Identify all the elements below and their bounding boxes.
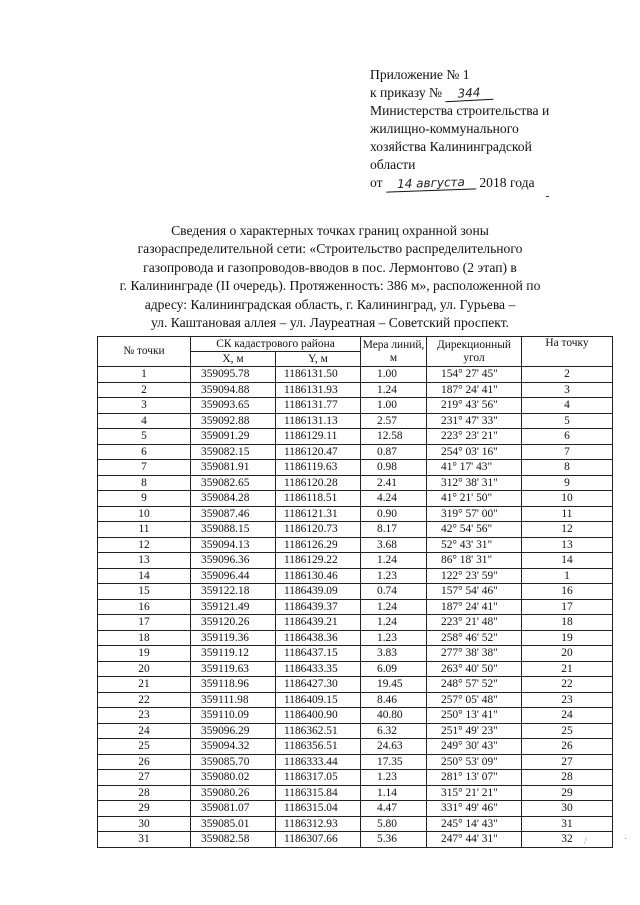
header-point-number: № точки	[98, 337, 191, 367]
cell-direction-angle: 251° 49' 23"	[427, 723, 522, 739]
cell-y: 1186129.11	[276, 429, 361, 445]
cell-point-number: 4	[98, 413, 191, 429]
table-row	[98, 460, 613, 476]
date-suffix: 2018 года	[479, 175, 535, 190]
cell-y: 1186439.37	[276, 599, 361, 615]
appendix-header	[370, 66, 620, 192]
cell-y: 1186437.15	[276, 646, 361, 662]
cell-point-number: 6	[98, 444, 191, 460]
cell-direction-angle: 315° 21' 21"	[427, 785, 522, 801]
cell-point-number: 26	[98, 754, 191, 770]
cell-x: 359122.18	[191, 584, 276, 600]
cell-to-point: 10	[522, 491, 613, 507]
cell-line-measure: 3.83	[361, 646, 427, 662]
cell-point-number: 5	[98, 429, 191, 445]
cell-x: 359082.15	[191, 444, 276, 460]
cell-to-point: 29	[522, 785, 613, 801]
cell-to-point: 11	[522, 506, 613, 522]
table-row	[98, 367, 613, 383]
cell-x: 359085.01	[191, 816, 276, 832]
cell-point-number: 28	[98, 785, 191, 801]
cell-x: 359110.09	[191, 708, 276, 724]
cell-line-measure: 8.46	[361, 692, 427, 708]
table-row	[98, 692, 613, 708]
table-row	[98, 522, 613, 538]
cell-x: 359096.44	[191, 568, 276, 584]
table-row	[98, 754, 613, 770]
cell-to-point: 27	[522, 754, 613, 770]
cell-to-point: 6	[522, 429, 613, 445]
cell-to-point: 16	[522, 584, 613, 600]
coordinates-table	[97, 336, 613, 848]
header-cadastral-system: СК кадастрового района	[191, 337, 361, 352]
cell-direction-angle: 86° 18' 31"	[427, 553, 522, 569]
cell-direction-angle: 319° 57' 00"	[427, 506, 522, 522]
cell-line-measure: 40.80	[361, 708, 427, 724]
table-row	[98, 785, 613, 801]
cell-y: 1186120.28	[276, 475, 361, 491]
cell-point-number: 29	[98, 801, 191, 817]
cell-point-number: 15	[98, 584, 191, 600]
table-row	[98, 584, 613, 600]
cell-to-point: 30	[522, 801, 613, 817]
cell-to-point: 9	[522, 475, 613, 491]
cell-to-point: 31	[522, 816, 613, 832]
cell-x: 359094.13	[191, 537, 276, 553]
title-line-6: ул. Каштановая аллея – ул. Лауреатная – Советский проспект.	[150, 315, 510, 331]
cell-direction-angle: 223° 23' 21"	[427, 429, 522, 445]
cell-y: 1186439.21	[276, 615, 361, 631]
ministry-line-3: хозяйства Калининградской	[370, 139, 532, 154]
cell-to-point: 7	[522, 444, 613, 460]
cell-to-point: 25	[522, 723, 613, 739]
cell-y: 1186307.66	[276, 832, 361, 848]
cell-point-number: 23	[98, 708, 191, 724]
cell-y: 1186312.93	[276, 816, 361, 832]
cell-y: 1186356.51	[276, 739, 361, 755]
cell-x: 359092.88	[191, 413, 276, 429]
cell-y: 1186131.13	[276, 413, 361, 429]
cell-line-measure: 4.24	[361, 491, 427, 507]
cell-to-point: 13	[522, 537, 613, 553]
cell-line-measure: 1.24	[361, 599, 427, 615]
cell-x: 359093.65	[191, 398, 276, 414]
cell-point-number: 18	[98, 630, 191, 646]
cell-direction-angle: 42° 54' 56"	[427, 522, 522, 538]
date-handwritten: 14 августа	[386, 174, 476, 192]
document-title	[70, 222, 590, 332]
cell-point-number: 12	[98, 537, 191, 553]
cell-to-point: 8	[522, 460, 613, 476]
cell-direction-angle: 248° 57' 52"	[427, 677, 522, 693]
cell-y: 1186427.30	[276, 677, 361, 693]
cell-line-measure: 19.45	[361, 677, 427, 693]
cell-line-measure: 24.63	[361, 739, 427, 755]
table-row	[98, 801, 613, 817]
cell-to-point: 32	[522, 832, 613, 848]
cell-x: 359081.91	[191, 460, 276, 476]
cell-point-number: 27	[98, 770, 191, 786]
cell-point-number: 17	[98, 615, 191, 631]
cell-direction-angle: 223° 21' 48"	[427, 615, 522, 631]
cell-to-point: 26	[522, 739, 613, 755]
cell-direction-angle: 52° 43' 31"	[427, 537, 522, 553]
cell-point-number: 19	[98, 646, 191, 662]
cell-y: 1186120.47	[276, 444, 361, 460]
cell-y: 1186120.73	[276, 522, 361, 538]
cell-y: 1186129.22	[276, 553, 361, 569]
cell-line-measure: 0.87	[361, 444, 427, 460]
cell-point-number: 11	[98, 522, 191, 538]
cell-y: 1186438.36	[276, 630, 361, 646]
cell-point-number: 10	[98, 506, 191, 522]
stray-mark-edge: ·	[624, 834, 628, 845]
ministry-line-4: области	[370, 157, 416, 172]
cell-point-number: 1	[98, 367, 191, 383]
date-prefix: от	[370, 175, 383, 190]
table-row	[98, 723, 613, 739]
ministry-line-1: Министерства строительства и	[370, 103, 550, 118]
cell-y: 1186121.31	[276, 506, 361, 522]
cell-line-measure: 0.90	[361, 506, 427, 522]
table-row	[98, 475, 613, 491]
cell-y: 1186131.50	[276, 367, 361, 383]
cell-line-measure: 1.23	[361, 770, 427, 786]
cell-to-point: 28	[522, 770, 613, 786]
cell-line-measure: 1.23	[361, 568, 427, 584]
order-date	[370, 174, 620, 192]
cell-point-number: 21	[98, 677, 191, 693]
table-row	[98, 568, 613, 584]
cell-x: 359120.26	[191, 615, 276, 631]
cell-point-number: 22	[98, 692, 191, 708]
cell-y: 1186131.77	[276, 398, 361, 414]
cell-direction-angle: 41° 21' 50"	[427, 491, 522, 507]
table-row	[98, 708, 613, 724]
cell-x: 359095.78	[191, 367, 276, 383]
cell-x: 359111.98	[191, 692, 276, 708]
cell-line-measure: 0.74	[361, 584, 427, 600]
cell-direction-angle: 122° 23' 59"	[427, 568, 522, 584]
title-line-2: газораспределительной сети: «Строительство распределительного	[137, 241, 523, 257]
cell-line-measure: 6.09	[361, 661, 427, 677]
cell-x: 359119.36	[191, 630, 276, 646]
stray-mark-bottom: /	[584, 836, 587, 847]
cell-direction-angle: 249° 30' 43"	[427, 739, 522, 755]
cell-direction-angle: 257° 05' 48"	[427, 692, 522, 708]
cell-direction-angle: 258° 46' 52"	[427, 630, 522, 646]
table-header	[98, 337, 613, 367]
title-line-1: Сведения о характерных точках границ охранной зоны	[171, 223, 489, 238]
cell-point-number: 2	[98, 382, 191, 398]
cell-line-measure: 6.32	[361, 723, 427, 739]
cell-y: 1186315.84	[276, 785, 361, 801]
cell-y: 1186433.35	[276, 661, 361, 677]
cell-to-point: 18	[522, 615, 613, 631]
cell-point-number: 20	[98, 661, 191, 677]
cell-line-measure: 1.24	[361, 382, 427, 398]
cell-line-measure: 4.47	[361, 801, 427, 817]
cell-line-measure: 1.00	[361, 367, 427, 383]
cell-y: 1186439.09	[276, 584, 361, 600]
title-line-3: газопровода и газопроводов-вводов в пос. Лермонтово (2 этап) в	[143, 259, 517, 275]
table-row	[98, 646, 613, 662]
cell-direction-angle: 254° 03' 16"	[427, 444, 522, 460]
cell-point-number: 7	[98, 460, 191, 476]
cell-direction-angle: 263° 40' 50"	[427, 661, 522, 677]
cell-x: 359119.12	[191, 646, 276, 662]
cell-x: 359118.96	[191, 677, 276, 693]
cell-direction-angle: 312° 38' 31"	[427, 475, 522, 491]
cell-to-point: 1	[522, 568, 613, 584]
cell-direction-angle: 245° 14' 43"	[427, 816, 522, 832]
cell-to-point: 5	[522, 413, 613, 429]
cell-direction-angle: 187° 24' 41"	[427, 382, 522, 398]
cell-line-measure: 1.24	[361, 553, 427, 569]
cell-to-point: 24	[522, 708, 613, 724]
cell-point-number: 31	[98, 832, 191, 848]
stray-mark	[546, 196, 549, 197]
cell-x: 359082.58	[191, 832, 276, 848]
cell-direction-angle: 154° 27' 45"	[427, 367, 522, 383]
cell-point-number: 14	[98, 568, 191, 584]
table-row	[98, 739, 613, 755]
cell-direction-angle: 187° 24' 41"	[427, 599, 522, 615]
table-row	[98, 630, 613, 646]
cell-y: 1186119.63	[276, 460, 361, 476]
cell-y: 1186362.51	[276, 723, 361, 739]
cell-line-measure: 8.17	[361, 522, 427, 538]
cell-to-point: 22	[522, 677, 613, 693]
order-prefix: к приказу №	[370, 85, 443, 100]
cell-x: 359080.26	[191, 785, 276, 801]
cell-y: 1186315.04	[276, 801, 361, 817]
table-row	[98, 770, 613, 786]
cell-direction-angle: 219° 43' 56"	[427, 398, 522, 414]
cell-point-number: 25	[98, 739, 191, 755]
appendix-label: Приложение № 1	[370, 67, 470, 82]
cell-direction-angle: 277° 38' 38"	[427, 646, 522, 662]
cell-y: 1186126.29	[276, 537, 361, 553]
cell-line-measure: 2.57	[361, 413, 427, 429]
cell-direction-angle: 331° 49' 46"	[427, 801, 522, 817]
cell-x: 359091.29	[191, 429, 276, 445]
cell-y: 1186400.90	[276, 708, 361, 724]
table-row	[98, 382, 613, 398]
cell-to-point: 19	[522, 630, 613, 646]
cell-point-number: 9	[98, 491, 191, 507]
table-row	[98, 816, 613, 832]
cell-y: 1186333.44	[276, 754, 361, 770]
table-row	[98, 491, 613, 507]
header-x: X, м	[191, 352, 276, 367]
cell-x: 359119.63	[191, 661, 276, 677]
cell-point-number: 24	[98, 723, 191, 739]
header-line-measure: Мера линий, м	[361, 337, 427, 367]
cell-line-measure: 1.14	[361, 785, 427, 801]
table-body	[98, 367, 613, 848]
cell-line-measure: 3.68	[361, 537, 427, 553]
cell-to-point: 17	[522, 599, 613, 615]
cell-x: 359096.36	[191, 553, 276, 569]
cell-line-measure: 1.24	[361, 615, 427, 631]
table-row	[98, 615, 613, 631]
cell-x: 359085.70	[191, 754, 276, 770]
cell-x: 359084.28	[191, 491, 276, 507]
cell-y: 1186130.46	[276, 568, 361, 584]
cell-to-point: 2	[522, 367, 613, 383]
header-to-point: На точку	[522, 337, 613, 367]
table-row	[98, 398, 613, 414]
order-number-handwritten: 344	[445, 85, 494, 102]
cell-point-number: 13	[98, 553, 191, 569]
cell-point-number: 3	[98, 398, 191, 414]
cell-line-measure: 5.80	[361, 816, 427, 832]
cell-point-number: 8	[98, 475, 191, 491]
cell-x: 359088.15	[191, 522, 276, 538]
cell-to-point: 3	[522, 382, 613, 398]
table-row	[98, 677, 613, 693]
cell-direction-angle: 281° 13' 07"	[427, 770, 522, 786]
order-reference	[370, 84, 620, 102]
table-row	[98, 661, 613, 677]
cell-y: 1186317.05	[276, 770, 361, 786]
table-row	[98, 599, 613, 615]
cell-x: 359121.49	[191, 599, 276, 615]
table-row	[98, 413, 613, 429]
table-row	[98, 506, 613, 522]
cell-direction-angle: 250° 13' 41"	[427, 708, 522, 724]
cell-x: 359096.29	[191, 723, 276, 739]
title-line-4: г. Калининграде (II очередь). Протяженность: 386 м», расположенной по	[119, 278, 541, 294]
header-y: Y, м	[276, 352, 361, 367]
cell-to-point: 14	[522, 553, 613, 569]
table-row	[98, 429, 613, 445]
cell-direction-angle: 231° 47' 33"	[427, 413, 522, 429]
cell-y: 1186409.15	[276, 692, 361, 708]
cell-direction-angle: 250° 53' 09"	[427, 754, 522, 770]
table-row	[98, 832, 613, 848]
table-row	[98, 553, 613, 569]
cell-to-point: 21	[522, 661, 613, 677]
cell-direction-angle: 41° 17' 43"	[427, 460, 522, 476]
cell-x: 359094.32	[191, 739, 276, 755]
table-row	[98, 537, 613, 553]
title-line-5: адресу: Калининградская область, г. Калининград, ул. Гурьева –	[144, 296, 516, 312]
cell-y: 1186131.93	[276, 382, 361, 398]
cell-line-measure: 0.98	[361, 460, 427, 476]
cell-direction-angle: 247° 44' 31"	[427, 832, 522, 848]
cell-x: 359081.07	[191, 801, 276, 817]
cell-line-measure: 2.41	[361, 475, 427, 491]
cell-direction-angle: 157° 54' 46"	[427, 584, 522, 600]
cell-to-point: 12	[522, 522, 613, 538]
cell-x: 359082.65	[191, 475, 276, 491]
cell-to-point: 20	[522, 646, 613, 662]
cell-to-point: 4	[522, 398, 613, 414]
cell-line-measure: 17.35	[361, 754, 427, 770]
cell-x: 359087.46	[191, 506, 276, 522]
cell-point-number: 30	[98, 816, 191, 832]
cell-to-point: 23	[522, 692, 613, 708]
cell-y: 1186118.51	[276, 491, 361, 507]
cell-x: 359080.02	[191, 770, 276, 786]
cell-line-measure: 12.58	[361, 429, 427, 445]
table-row	[98, 444, 613, 460]
cell-point-number: 16	[98, 599, 191, 615]
cell-line-measure: 1.23	[361, 630, 427, 646]
header-direction-angle: Дирекционный угол	[427, 337, 522, 367]
cell-x: 359094.88	[191, 382, 276, 398]
cell-line-measure: 5.36	[361, 832, 427, 848]
cell-line-measure: 1.00	[361, 398, 427, 414]
ministry-line-2: жилищно-коммунального	[370, 121, 519, 136]
